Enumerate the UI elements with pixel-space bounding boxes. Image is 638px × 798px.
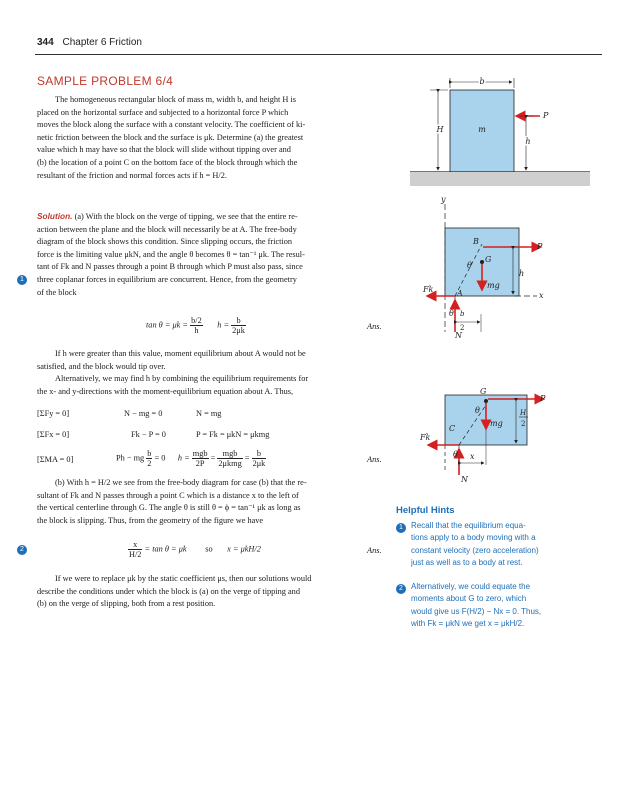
label-h: h (525, 137, 531, 146)
sum-ma-eq: Ph − mg $\frac{b}{2}$ = 0 h = $\frac{\text{mgb}}{2P}$ = $\frac{\text{mgb}}{\text{2μkmg}}$ = $\frac{b}{2\mu k}$ (116, 449, 266, 468)
label-P: P (543, 111, 549, 120)
equation-tan-theta: tan θ = μk = $\frac{b/2}{h}$ h = $\frac{b}{2\mu k}$ (146, 316, 245, 335)
hint-1: Recall that the equilibrium equa- tions apply to a body moving with a constant velocity (zero acceleration) just as well as to a body at rest. (411, 521, 539, 567)
problem-line: netic friction between the block and the surface is μk. Determine (a) the greatest (37, 132, 304, 142)
sum-fy-eq1: N − mg = 0 (124, 409, 163, 418)
page-number: 344 (37, 37, 54, 48)
problem-line: value which h may have so that the block will slide without tipping over and (37, 145, 291, 155)
label-theta: θ (449, 309, 454, 318)
label-x: x (470, 452, 475, 461)
label-P: P (540, 394, 546, 403)
answer-label: Ans. (367, 322, 382, 331)
answer-label: Ans. (367, 455, 382, 464)
label-mg: mg (490, 419, 503, 428)
label-G: G (480, 387, 487, 396)
label-B: B (473, 237, 479, 246)
label-x: x (539, 291, 544, 300)
label-H2-den: 2 (521, 420, 526, 428)
fbd-a-figure (415, 192, 595, 342)
page-header (37, 37, 142, 48)
solution-label: Solution. (37, 211, 73, 221)
label-mg: mg (487, 281, 500, 290)
label-h: h (519, 269, 525, 278)
problem-line: moves the block along the surface with a constant velocity. The coefficient of ki- (37, 120, 306, 130)
header-rule (35, 54, 602, 55)
problem-statement (37, 94, 383, 182)
hint-marker-1: 1 (17, 275, 27, 285)
sum-fx-label: [ΣFx = 0] (37, 430, 70, 439)
ground (410, 172, 590, 186)
chapter-title: Chapter 6 Friction (62, 37, 142, 48)
sample-problem-title: SAMPLE PROBLEM 6/4 (37, 74, 174, 88)
sum-fy-eq2: N = mg (196, 409, 222, 418)
problem-line: The homogeneous rectangular block of mass m, width b, and height H is (55, 95, 297, 104)
sum-fx-eq2: P = Fk = μkN = μkmg (196, 430, 270, 439)
hint-marker-2: 2 (17, 545, 27, 555)
problem-line: resultant of the friction and normal forces acts if h = H/2. (37, 170, 227, 180)
problem-line: (b) the location of a point C on the bottom face of the block through which the (37, 157, 298, 167)
hint-2: Alternatively, we could equate the moments about G to zero, which would give us F(H/2) − Nx = 0. Thus, with Fk = μkN we get x = μkH/2. (411, 582, 542, 628)
label-H: H (436, 125, 444, 134)
helpful-hints-title: Helpful Hints (396, 505, 455, 516)
label-C: C (449, 424, 456, 433)
sum-ma-label: [ΣMA = 0] (37, 455, 74, 464)
label-theta: θ (467, 261, 472, 270)
paragraph-tip-over: If h were greater than this value, moment equilibrium about A would not be satisfied, and the block would tip over. Alternatively, we may find h by combining the equilibrium requirements for the x- and y-directions with the moment-equilibrium equation about A. Thus, (37, 349, 309, 396)
label-N: N (455, 331, 462, 340)
label-P: P (537, 242, 543, 251)
solution-paragraph: Solution. (a) With the block on the verge of tipping, we see that the entire re- action between the plane and the block will necessarily be at A. The free-body diagram of the block shows this condition. Since slipping occurs, the friction force is the limiting value μkN, and the angle θ becomes θ = tan⁻¹ μk. The resul- tant of Fk and N passes through a point B through which P must also pass, since three coplanar forces in equilibrium are concurrent. Hence, from the geometry of the block (37, 211, 305, 297)
label-b2-den: 2 (460, 324, 465, 332)
label-A: A (457, 289, 463, 298)
paragraph-static: If we were to replace μk by the static coefficient μs, then our solutions would describe the conditions under which the block is (a) on the verge of tipping and (b) on the verge of slipping, both from a rest position. (37, 574, 312, 609)
fbd-b-figure (400, 385, 580, 485)
label-y: y (441, 195, 446, 204)
label-Fk: Fk (420, 433, 431, 442)
block-figure (400, 72, 600, 192)
label-b: b (479, 77, 485, 86)
label-m: m (478, 125, 486, 134)
hint-number-2: 2 (396, 584, 406, 594)
label-b2-num: b (460, 310, 465, 318)
label-G: G (485, 255, 492, 264)
label-H2-num: H (520, 409, 527, 417)
problem-line: placed on the horizontal surface and subjected to a horizontal force P which (37, 107, 289, 117)
label-theta: θ (475, 406, 480, 415)
sum-fx-eq1: Fk − P = 0 (131, 430, 166, 439)
answer-label: Ans. (367, 546, 382, 555)
sum-fy-label: [ΣFy = 0] (37, 409, 70, 418)
label-theta: θ (453, 450, 458, 459)
label-Fk: Fk (423, 285, 434, 294)
equation-x: $\frac{x}{H/2}$ = tan θ = μk so x = μkH/2 (129, 540, 261, 559)
paragraph-part-b: (b) With h = H/2 we see from the free-body diagram for case (b) that the re- sultant of Fk and N passes through a point C which is a distance x to the left of the vertical centerline through G. The angle θ is still θ = ϕ = tan⁻¹ μk as long as the block is slipping. Thus, from the geometry of the figure we have (37, 478, 307, 525)
hint-number-1: 1 (396, 523, 406, 533)
label-N: N (461, 475, 468, 484)
